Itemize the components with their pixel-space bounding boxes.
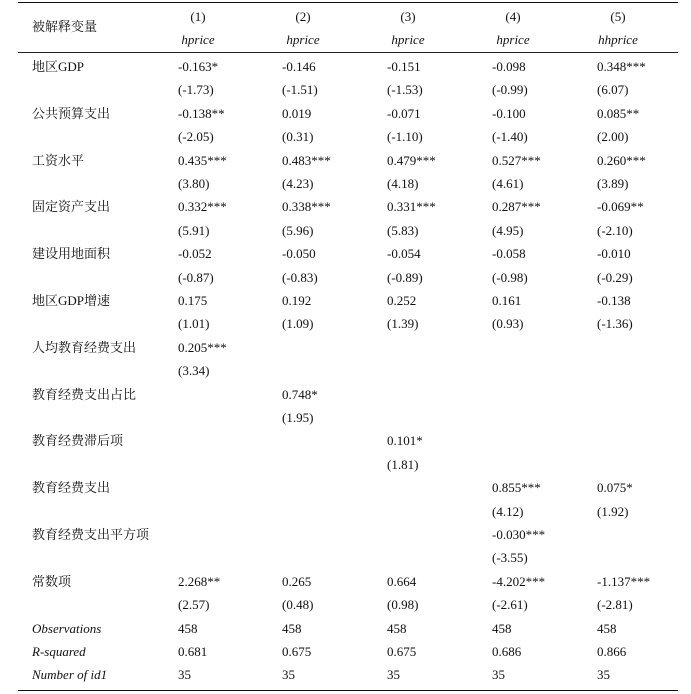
dependent-variable-name: hprice	[181, 32, 215, 47]
t-statistic: (-2.10)	[597, 222, 633, 238]
t-statistic: (-0.83)	[282, 269, 318, 285]
t-row	[18, 126, 678, 148]
t-row	[18, 313, 678, 335]
coefficient: 0.161	[492, 293, 522, 308]
coefficient: 0.260***	[597, 152, 646, 168]
t-statistic: (1.39)	[387, 316, 419, 332]
t-statistic: (1.09)	[282, 316, 314, 332]
t-statistic: (1.95)	[282, 410, 314, 425]
coefficient: 0.479***	[387, 152, 436, 168]
statistic-value: 35	[178, 667, 191, 683]
t-statistic: (4.23)	[282, 176, 314, 191]
statistic-value: 0.675	[387, 644, 417, 659]
coefficient: -0.054	[387, 246, 421, 262]
t-statistic: (-3.55)	[492, 550, 528, 566]
t-statistic: (0.93)	[492, 316, 524, 332]
t-statistic: (5.91)	[178, 222, 210, 238]
t-statistic: (5.96)	[282, 222, 314, 238]
statistic-value: 0.675	[282, 644, 312, 659]
coefficient: -0.071	[387, 105, 421, 121]
coefficient-row	[18, 243, 678, 265]
statistic-value: 0.866	[597, 644, 627, 659]
row-label: 教育经费支出	[32, 480, 111, 496]
statistic-value: 0.686	[492, 644, 522, 659]
t-statistic: (1.01)	[178, 316, 210, 332]
top-rule	[18, 2, 678, 3]
coefficient-row	[18, 150, 678, 172]
t-row	[18, 173, 678, 195]
t-row	[18, 360, 678, 382]
t-statistic: (-0.87)	[178, 269, 214, 285]
coefficient: 0.101*	[387, 433, 423, 449]
t-statistic: (1.81)	[387, 456, 419, 472]
row-label: 工资水平	[32, 152, 85, 168]
stat-row	[18, 618, 678, 640]
t-statistic: (-1.10)	[387, 129, 423, 145]
coefficient: -0.010	[597, 246, 631, 262]
t-statistic: (2.57)	[178, 597, 210, 613]
coefficient-row	[18, 290, 678, 312]
coefficient-row	[18, 196, 678, 218]
t-statistic: (0.48)	[282, 597, 314, 613]
coefficient: 0.331***	[387, 199, 436, 215]
row-label: 地区GDP	[32, 59, 85, 74]
coefficient: -0.058	[492, 246, 526, 262]
column-number: (1)	[190, 9, 206, 24]
coefficient-row	[18, 524, 678, 546]
coefficient: -1.137***	[597, 573, 651, 589]
dependent-variable-name: hprice	[286, 32, 320, 47]
coefficient: 0.483***	[282, 152, 331, 168]
t-statistic: (-2.05)	[178, 129, 214, 145]
coefficient: 0.085**	[597, 105, 640, 121]
statistic-value: 458	[387, 620, 407, 636]
t-row	[18, 220, 678, 242]
coefficient: 0.527***	[492, 152, 541, 168]
coefficient: 0.075*	[597, 480, 633, 496]
coefficient: 0.748*	[282, 386, 318, 402]
t-statistic: (3.89)	[597, 176, 629, 191]
dependent-variable-name: hhprice	[598, 32, 638, 47]
coefficient: -4.202***	[492, 573, 546, 589]
coefficient: -0.069**	[597, 199, 644, 215]
t-statistic: (1.92)	[597, 503, 629, 519]
coefficient: -0.100	[492, 105, 526, 121]
t-row	[18, 501, 678, 523]
t-row	[18, 407, 678, 429]
statistic-value: 458	[282, 620, 302, 636]
t-statistic: (4.18)	[387, 176, 419, 191]
coefficient: 0.205***	[178, 339, 227, 355]
row-label: 教育经费滞后项	[32, 433, 124, 449]
t-statistic: (-0.99)	[492, 82, 528, 98]
row-label: Observations	[32, 620, 102, 636]
statistic-value: 458	[597, 620, 617, 636]
coefficient: 0.019	[282, 105, 312, 121]
row-label: 公共预算支出	[32, 105, 111, 121]
t-statistic: (-1.53)	[387, 82, 423, 98]
statistic-value: 458	[492, 620, 512, 636]
column-number: (5)	[610, 9, 626, 24]
coefficient: 0.664	[387, 573, 417, 589]
coefficient: -0.138	[597, 293, 631, 308]
statistic-value: 35	[387, 667, 400, 683]
dependent-variable-label: 被解释变量	[32, 19, 98, 34]
coefficient: 0.348***	[597, 59, 646, 74]
t-row	[18, 79, 678, 101]
statistic-value: 35	[597, 667, 610, 683]
t-statistic: (-0.89)	[387, 269, 423, 285]
column-number: (3)	[400, 9, 416, 24]
coefficient-row	[18, 571, 678, 593]
coefficient: -0.030***	[492, 527, 546, 542]
t-statistic: (-0.98)	[492, 269, 528, 285]
coefficient-row	[18, 103, 678, 125]
row-label: Number of id1	[32, 667, 108, 683]
t-row	[18, 547, 678, 569]
coefficient: -0.146	[282, 59, 316, 74]
coefficient: -0.138**	[178, 105, 225, 121]
row-label: 人均教育经费支出	[32, 339, 137, 355]
t-statistic: (4.95)	[492, 222, 524, 238]
column-numbers-row	[18, 5, 678, 29]
t-statistic: (0.98)	[387, 597, 419, 613]
t-statistic: (5.83)	[387, 222, 419, 238]
t-row	[18, 267, 678, 289]
column-number: (4)	[505, 9, 521, 24]
coefficient: 2.268**	[178, 573, 221, 589]
dependent-variable-row	[18, 28, 678, 52]
row-label: 教育经费支出平方项	[32, 527, 150, 542]
coefficient-row	[18, 384, 678, 406]
t-statistic: (-1.51)	[282, 82, 318, 98]
t-statistic: (2.00)	[597, 129, 629, 145]
statistic-value: 35	[282, 667, 295, 683]
statistic-value: 0.681	[178, 644, 208, 659]
t-row	[18, 594, 678, 616]
coefficient: 0.435***	[178, 152, 227, 168]
row-label: 建设用地面积	[32, 246, 111, 262]
column-number: (2)	[295, 9, 311, 24]
coefficient: 0.855***	[492, 480, 541, 496]
coefficient: -0.052	[178, 246, 212, 262]
coefficient-row	[18, 56, 678, 78]
coefficient: -0.098	[492, 59, 526, 74]
coefficient: -0.163*	[178, 59, 219, 74]
coefficient: 0.265	[282, 573, 312, 589]
stat-row	[18, 641, 678, 663]
t-statistic: (-2.61)	[492, 597, 528, 613]
coefficient: -0.050	[282, 246, 316, 262]
coefficient: 0.338***	[282, 199, 331, 215]
coefficient: 0.192	[282, 293, 312, 308]
coefficient: 0.252	[387, 293, 417, 308]
coefficient: 0.175	[178, 293, 208, 308]
t-statistic: (0.31)	[282, 129, 314, 145]
statistic-value: 35	[492, 667, 505, 683]
t-statistic: (3.34)	[178, 363, 210, 379]
t-row	[18, 454, 678, 476]
row-label: 教育经费支出占比	[32, 386, 137, 402]
dependent-variable-name: hprice	[391, 32, 425, 47]
coefficient: 0.287***	[492, 199, 541, 215]
t-statistic: (4.12)	[492, 503, 524, 519]
t-statistic: (-1.36)	[597, 316, 633, 332]
row-label: 地区GDP增速	[32, 293, 111, 308]
dependent-variable-name: hprice	[496, 32, 530, 47]
bottom-rule	[18, 690, 678, 691]
row-label: R-squared	[32, 644, 86, 659]
coefficient-row	[18, 337, 678, 359]
row-label: 常数项	[32, 573, 72, 589]
coefficient-row	[18, 430, 678, 452]
coefficient: 0.332***	[178, 199, 227, 215]
t-statistic: (-0.29)	[597, 269, 633, 285]
header-rule	[18, 52, 678, 53]
coefficient: -0.151	[387, 59, 421, 74]
t-statistic: (-2.81)	[597, 597, 633, 613]
coefficient-row	[18, 477, 678, 499]
row-label: 固定资产支出	[32, 199, 111, 215]
stat-row	[18, 664, 678, 686]
t-statistic: (-1.73)	[178, 82, 214, 98]
t-statistic: (6.07)	[597, 82, 629, 98]
t-statistic: (4.61)	[492, 176, 524, 191]
t-statistic: (3.80)	[178, 176, 210, 191]
statistic-value: 458	[178, 620, 198, 636]
t-statistic: (-1.40)	[492, 129, 528, 145]
